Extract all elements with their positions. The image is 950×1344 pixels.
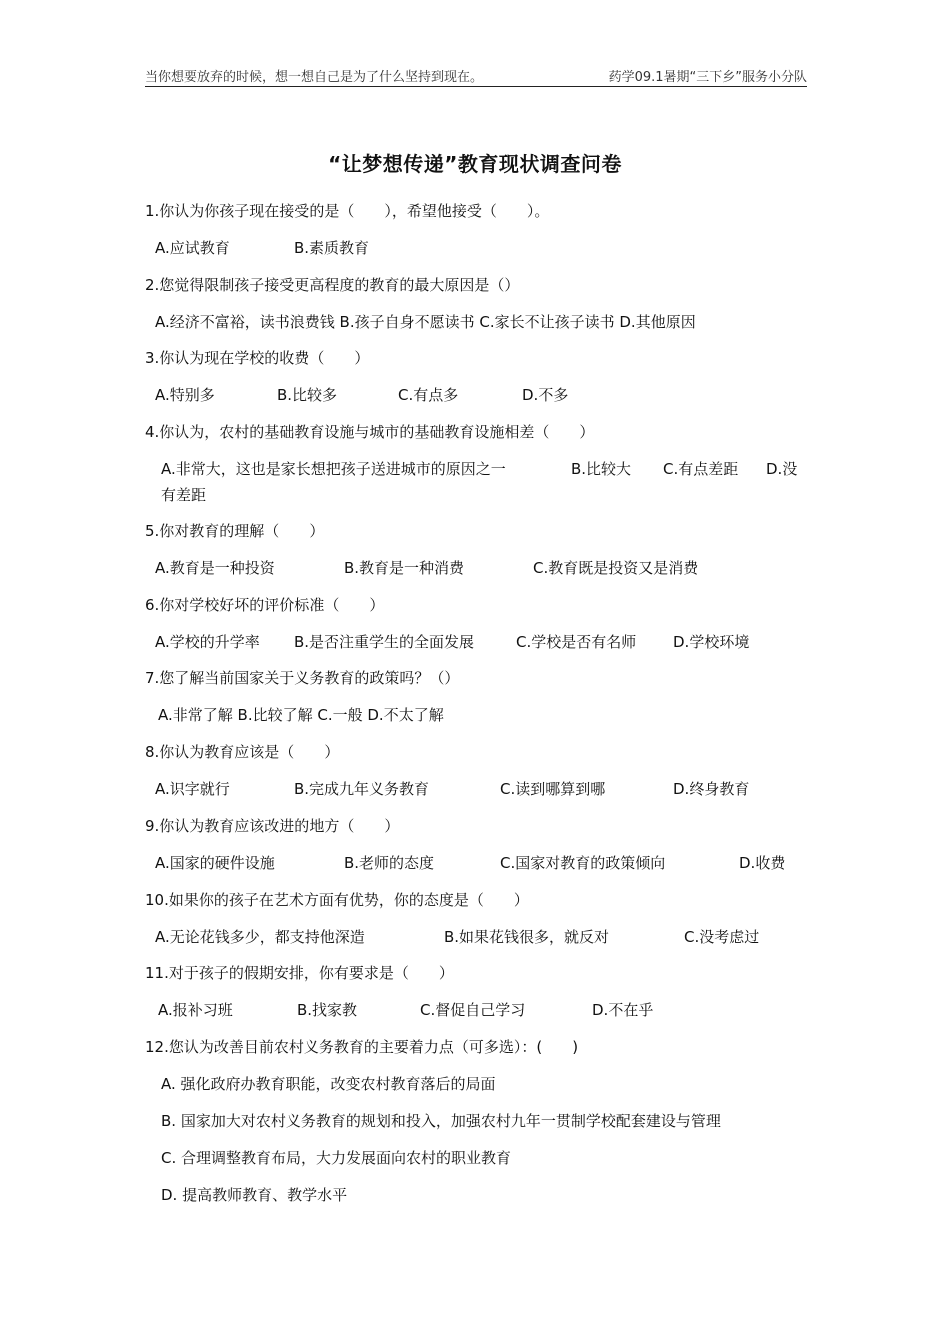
q3-option-b: B.比较多	[277, 386, 338, 404]
question-3: 3.你认为现在学校的收费（ ）	[145, 349, 370, 367]
q6-option-a: A.学校的升学率	[155, 633, 260, 651]
q11-option-a: A.报补习班	[158, 1001, 233, 1019]
q12-option-b: B. 国家加大对农村义务教育的规划和投入，加强农村九年一贯制学校配套建设与管理	[161, 1112, 721, 1130]
q6-option-d: D.学校环境	[673, 633, 750, 651]
question-8: 8.你认为教育应该是（ ）	[145, 743, 340, 761]
q4-option-d-cont: 有差距	[161, 486, 207, 504]
q9-option-b: B.老师的态度	[344, 854, 435, 872]
q6-option-c: C.学校是否有名师	[516, 633, 637, 651]
q4-option-b: B.比较大	[571, 460, 632, 478]
header-team: 药学09.1暑期“三下乡”服务小分队	[608, 70, 807, 85]
q1-option-a: A.应试教育	[155, 239, 230, 257]
q1-option-b: B.素质教育	[294, 239, 370, 257]
question-12: 12.您认为改善目前农村义务教育的主要着力点（可多选）：( )	[145, 1038, 579, 1056]
q5-option-c: C.教育既是投资又是消费	[533, 559, 699, 577]
question-2: 2.您觉得限制孩子接受更高程度的教育的最大原因是（）	[145, 276, 520, 294]
q7-options: A.非常了解 B.比较了解 C.一般 D.不太了解	[158, 706, 444, 724]
q8-option-b: B.完成九年义务教育	[294, 780, 430, 798]
page-header	[145, 64, 807, 87]
q5-option-a: A.教育是一种投资	[155, 559, 275, 577]
q6-option-b: B.是否注重学生的全面发展	[294, 633, 475, 651]
q3-option-c: C.有点多	[398, 386, 459, 404]
header-motto: 当你想要放弃的时候，想一想自己是为了什么坚持到现在。	[145, 70, 484, 85]
q3-option-a: A.特别多	[155, 386, 215, 404]
q11-option-d: D.不在乎	[592, 1001, 654, 1019]
question-7: 7.您了解当前国家关于义务教育的政策吗？（）	[145, 669, 460, 687]
q12-option-c: C. 合理调整教育布局，大力发展面向农村的职业教育	[161, 1149, 512, 1167]
question-6: 6.你对学校好坏的评价标准（ ）	[145, 596, 385, 614]
q10-option-a: A.无论花钱多少，都支持他深造	[155, 928, 365, 946]
q8-option-d: D.终身教育	[673, 780, 750, 798]
q11-option-b: B.找家教	[297, 1001, 358, 1019]
q2-options: A.经济不富裕，读书浪费钱 B.孩子自身不愿读书 C.家长不让孩子读书 D.其他原因	[155, 313, 696, 331]
question-1: 1.你认为你孩子现在接受的是（ ），希望他接受（ ）。	[145, 202, 550, 220]
question-5: 5.你对教育的理解（ ）	[145, 522, 325, 540]
q9-option-c: C.国家对教育的政策倾向	[500, 854, 666, 872]
q11-option-c: C.督促自己学习	[420, 1001, 526, 1019]
q8-option-c: C.读到哪算到哪	[500, 780, 606, 798]
q10-option-c: C.没考虑过	[684, 928, 760, 946]
q4-option-c: C.有点差距	[663, 460, 739, 478]
q12-option-a: A. 强化政府办教育职能，改变农村教育落后的局面	[161, 1075, 496, 1093]
q8-option-a: A.识字就行	[155, 780, 230, 798]
question-11: 11.对于孩子的假期安排，你有要求是（ ）	[145, 964, 454, 982]
q9-option-a: A.国家的硬件设施	[155, 854, 275, 872]
q12-option-d: D. 提高教师教育、教学水平	[161, 1186, 348, 1204]
q10-option-b: B.如果花钱很多，就反对	[444, 928, 610, 946]
document-title: “让梦想传递”教育现状调查问卷	[328, 152, 622, 176]
q3-option-d: D.不多	[522, 386, 569, 404]
q4-option-a: A.非常大，这也是家长想把孩子送进城市的原因之一	[161, 460, 506, 478]
question-9: 9.你认为教育应该改进的地方（ ）	[145, 817, 400, 835]
question-4: 4.你认为，农村的基础教育设施与城市的基础教育设施相差（ ）	[145, 423, 595, 441]
q5-option-b: B.教育是一种消费	[344, 559, 465, 577]
q9-option-d: D.收费	[739, 854, 786, 872]
question-10: 10.如果你的孩子在艺术方面有优势，你的态度是（ ）	[145, 891, 529, 909]
q4-option-d: D.没	[766, 460, 798, 478]
